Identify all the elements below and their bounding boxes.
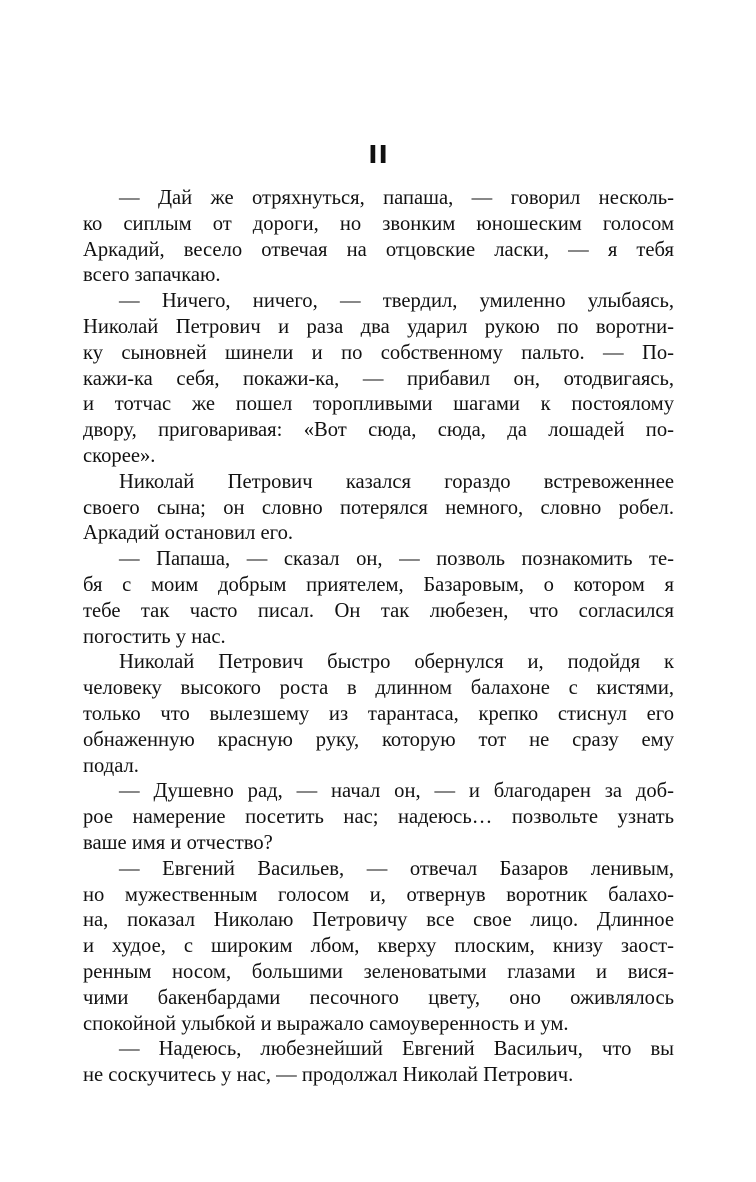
text-line: — Дай же отряхнуться, папаша, — говорил несколь- — [119, 187, 674, 209]
text-line: ко сиплым от дороги, но звонким юношеским голосом — [83, 212, 674, 235]
text-line: но мужественным голосом и, отвернув воротник балахо- — [83, 883, 674, 906]
text-line: человеку высокого роста в длинном балахоне с кистями, — [83, 677, 674, 700]
paragraph — [83, 186, 674, 289]
text-line: бя с моим добрым приятелем, Базаровым, о котором я — [83, 573, 674, 596]
paragraph — [83, 470, 674, 547]
text-line: кажи-ка себя, покажи-ка, — прибавил он, отодвигаясь, — [83, 367, 674, 390]
paragraph — [83, 779, 674, 856]
paragraph — [83, 547, 674, 650]
text-line: ренным носом, большими зеленоватыми глазами и вися- — [83, 960, 674, 983]
text-line: Николай Петрович казался гораздо встревоженнее — [119, 470, 674, 493]
text-line: двору, приговаривая: «Вот сюда, сюда, да лошадей по- — [83, 419, 674, 442]
text-line: не соскучитесь у нас, — продолжал Николай Петрович. — [83, 1064, 574, 1087]
paragraph — [83, 289, 674, 470]
text-line: — Душевно рад, — начал он, — и благодарен за доб- — [119, 780, 674, 803]
paragraph — [83, 650, 674, 779]
chapter-title: II — [368, 140, 389, 169]
text-line: — Ничего, ничего, — твердил, умиленно улыбаясь, — [119, 290, 674, 313]
text-line: рое намерение посетить нас; надеюсь… позвольте узнать — [83, 806, 674, 829]
text-line: ваше имя и отчество? — [83, 831, 273, 854]
text-line: и худое, с широким лбом, кверху плоским, книзу заост- — [83, 935, 674, 958]
text-line: скорее». — [83, 444, 156, 467]
text-line: и тотчас же пошел торопливыми шагами к постоялому — [83, 393, 674, 416]
text-line: тебе так часто писал. Он так любезен, что согласился — [83, 599, 674, 622]
text-line: обнаженную красную руку, которую тот не сразу ему — [83, 728, 674, 751]
text-line: Аркадий остановил его. — [83, 522, 294, 545]
book-page — [83, 140, 674, 1089]
text-line: спокойной улыбкой и выражало самоуверенность и ум. — [83, 1012, 569, 1035]
text-line: чими бакенбардами песочного цвету, оно оживлялось — [83, 986, 674, 1009]
text-line: Николай Петрович быстро обернулся и, подойдя к — [119, 651, 674, 674]
text-line: на, показал Николаю Петровичу все свое лицо. Длинное — [83, 909, 674, 932]
text-line: ку сыновней шинели и по собственному пальто. — По- — [83, 341, 674, 364]
text-line: своего сына; он словно потерялся немного, словно робел. — [83, 496, 674, 519]
text-line: всего запачкаю. — [83, 264, 221, 287]
text-line: — Евгений Васильев, — отвечал Базаров ленивым, — [119, 857, 674, 880]
paragraph — [83, 1037, 674, 1089]
paragraph — [83, 857, 674, 1038]
body-text — [83, 186, 674, 1089]
text-line: — Папаша, — сказал он, — позволь познакомить те- — [119, 548, 674, 571]
text-line: Аркадий, весело отвечая на отцовские ласки, — я тебя — [83, 238, 674, 261]
text-line: только что вылезшему из тарантаса, крепко стиснул его — [83, 702, 674, 725]
text-line: подал. — [83, 754, 139, 777]
text-line: погостить у нас. — [83, 625, 226, 648]
text-line: — Надеюсь, любезнейший Евгений Васильич, что вы — [119, 1038, 674, 1061]
text-line: Николай Петрович и раза два ударил рукою по воротни- — [83, 315, 674, 338]
